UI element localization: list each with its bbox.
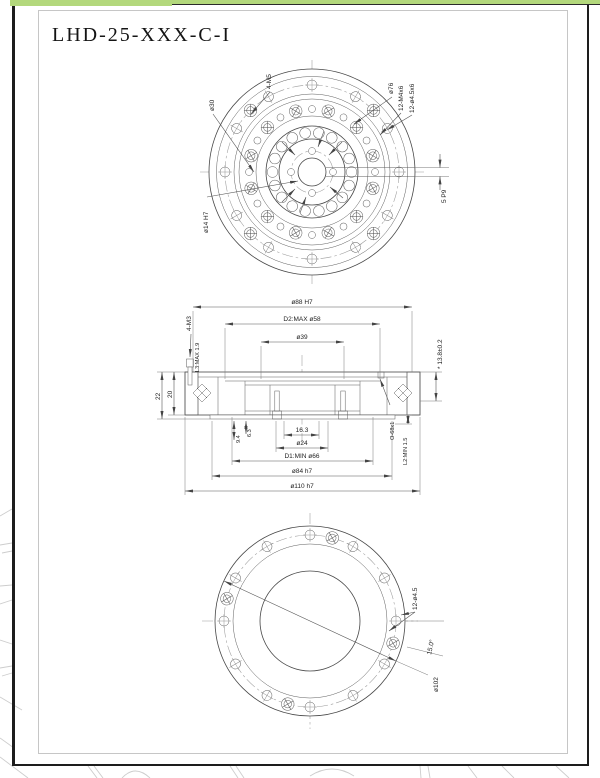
green-accent-bar-left — [10, 0, 172, 6]
label-d2: D2:MAX ø58 — [283, 316, 321, 323]
label-15deg: 15.0° — [426, 639, 437, 656]
label-dia102: ø102 — [433, 677, 440, 692]
label-12-dia4.5x6: 12-ø4.5x6 — [409, 83, 416, 113]
label-bore-dia14: ø14 H7 — [203, 211, 210, 233]
label-keyway-5p9: 5 P9 — [441, 189, 448, 203]
label-9.4: 9.4 — [236, 435, 242, 443]
label-6.3: 6.3 — [247, 429, 253, 437]
accent-underline — [172, 4, 600, 5]
drawing-title: LHD-25-XXX-C-I — [52, 24, 232, 46]
section-body — [185, 359, 420, 419]
page-frame-left — [12, 4, 15, 766]
label-20: 20 — [167, 390, 174, 398]
label-22: 22 — [155, 392, 162, 400]
label-dia76: ø76 — [388, 82, 395, 94]
bottom-view — [200, 515, 460, 765]
label-16.3: 16.3 — [295, 427, 309, 434]
label-oring: O-68x1 — [390, 421, 396, 440]
label-12-dia4.5: 12-ø4.5 — [412, 587, 419, 610]
top-view — [190, 55, 465, 290]
page-frame-right — [587, 2, 590, 766]
label-dia84: ø84 h7 — [291, 468, 313, 475]
label-dia88: ø88 H7 — [291, 299, 313, 306]
top-view-geometry — [171, 31, 454, 314]
angle-dimension — [406, 621, 444, 656]
label-dia24: ø24 — [296, 440, 308, 447]
label-dia39: ø39 — [296, 334, 308, 341]
label-dia30: ø30 — [209, 99, 216, 111]
label-12-m4x6: 12-M4x6 — [398, 85, 405, 111]
section-dim-height — [420, 372, 442, 401]
label-height-13.8: * 13.8±0.2 — [437, 339, 444, 369]
label-dia110: ø110 h7 — [290, 483, 314, 490]
label-l2: L2:MIN 1.5 — [403, 437, 409, 465]
label-d1: D1:MIN ø66 — [284, 453, 320, 460]
label-4-m5: 4-M5 — [266, 74, 273, 89]
section-view — [150, 293, 460, 508]
label-4-m3: 4-M3 — [186, 316, 193, 331]
label-l3: L3:MAX 1.9 — [195, 342, 201, 372]
